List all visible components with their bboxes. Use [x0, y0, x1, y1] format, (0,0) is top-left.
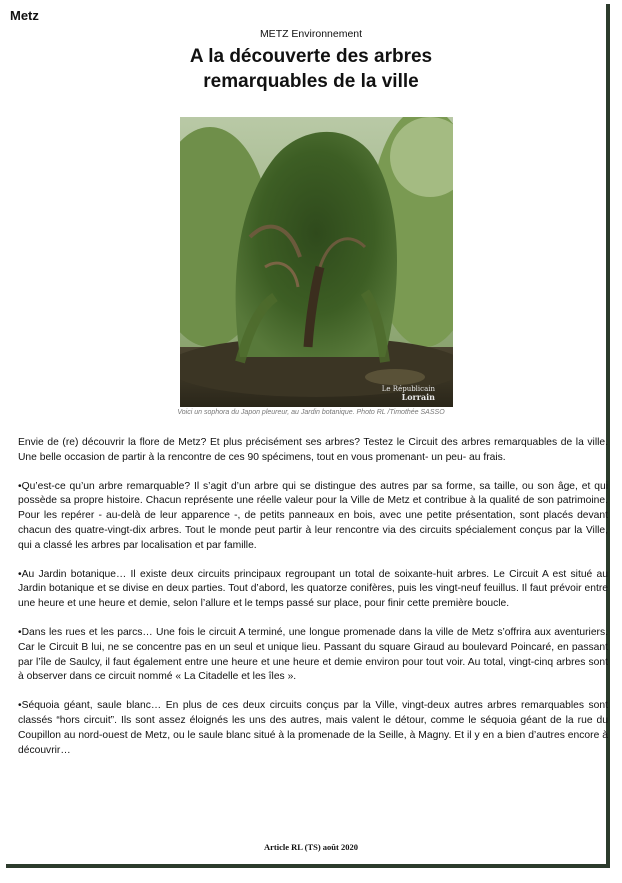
article-title	[0, 44, 622, 94]
paragraph-what-is-remarkable-tree: •Qu’est-ce qu’un arbre remarquable? Il s’agit d’un arbre qui se distingue des autres par sa forme, sa taille, ou son âge, et qui possède sa propre histoire. Chacun représente une réelle valeur pour la Ville de Metz et contribue à la qualité de son patrimoine. Pour les repérer - au-delà de leur apparence -, de petits panneaux en bois, avec une petite présentation, sont placés devant chacun des quatre-vingt-dix arbres. Tout le monde peut partir à leur rencontre via des circuits spécialement conçus par la Ville, qui a classé les arbres par localisation et par famille.	[18, 480, 608, 551]
newspaper-watermark	[382, 385, 435, 401]
city-label: Metz	[10, 8, 39, 23]
title-line-2: remarquables de la ville	[203, 71, 419, 92]
paragraph-sequoia-saule: •Séquoia géant, saule blanc… En plus de ces deux circuits conçus par la Ville, vingt-deux autres arbres remarquables sont classés “hors circuit”. Ils sont assez éloignés les uns des autres, mais valent le détour, comme le séquoia géant de la rue du Coupillon au nord-ouest de Metz, ou le saule blanc situé à la promenade de la Seille, à Magny. Et il y en a bien d’autres encore à découvrir…	[18, 700, 608, 756]
article-credit: Article RL (TS) août 2020	[264, 842, 358, 852]
article-body	[18, 436, 608, 772]
paragraph-rues-et-parcs: •Dans les rues et les parcs… Une fois le circuit A terminé, une longue promenade dans la ville de Metz s’offrira aux aventuriers. Car le Circuit B lui, ne se concentre pas en un seul et unique lieu. Passant du square Giraud au boulevard Poincaré, en passant par l’île de Saulcy, il faut également entre une heure et une heure et demie environ pour tout voir. Au total, vingt-cinq arbres sont à observer dans ce circuit nommé « La Citadelle et les îles ».	[18, 626, 608, 683]
paragraph-jardin-botanique: •Au Jardin botanique… Il existe deux circuits principaux regroupant un total de soixante-huit arbres. Le Circuit A est situé au Jardin botanique et se divise en deux parties. Tout d’abord, les quatorze conifères, puis les vingt-neuf feuillus. Il faut prévoir entre une heure et une heure et demie, selon l’allure et le temps passé sur place, pour finir cette première boucle.	[18, 568, 608, 610]
title-line-1: A la découverte des arbres	[189, 46, 433, 67]
paragraph-intro: Envie de (re) découvrir la flore de Metz? Et plus précisément ses arbres? Testez le Circuit des arbres remarquables de la ville. Une belle occasion de partir à la rencontre de ces 90 spécimens, tout en vous promenant- un peu- au frais.	[18, 437, 608, 463]
tree-photo	[180, 117, 453, 407]
photo-caption: Voici un sophora du Japon pleureur, au Jardin botanique. Photo RL /Timothée SASSO	[177, 409, 445, 416]
watermark-line-2: Lorrain	[401, 392, 435, 402]
watermark-line-1: Le Républicain	[381, 385, 435, 393]
tree-photo-image	[180, 117, 453, 407]
section-kicker: METZ Environnement	[259, 28, 363, 40]
